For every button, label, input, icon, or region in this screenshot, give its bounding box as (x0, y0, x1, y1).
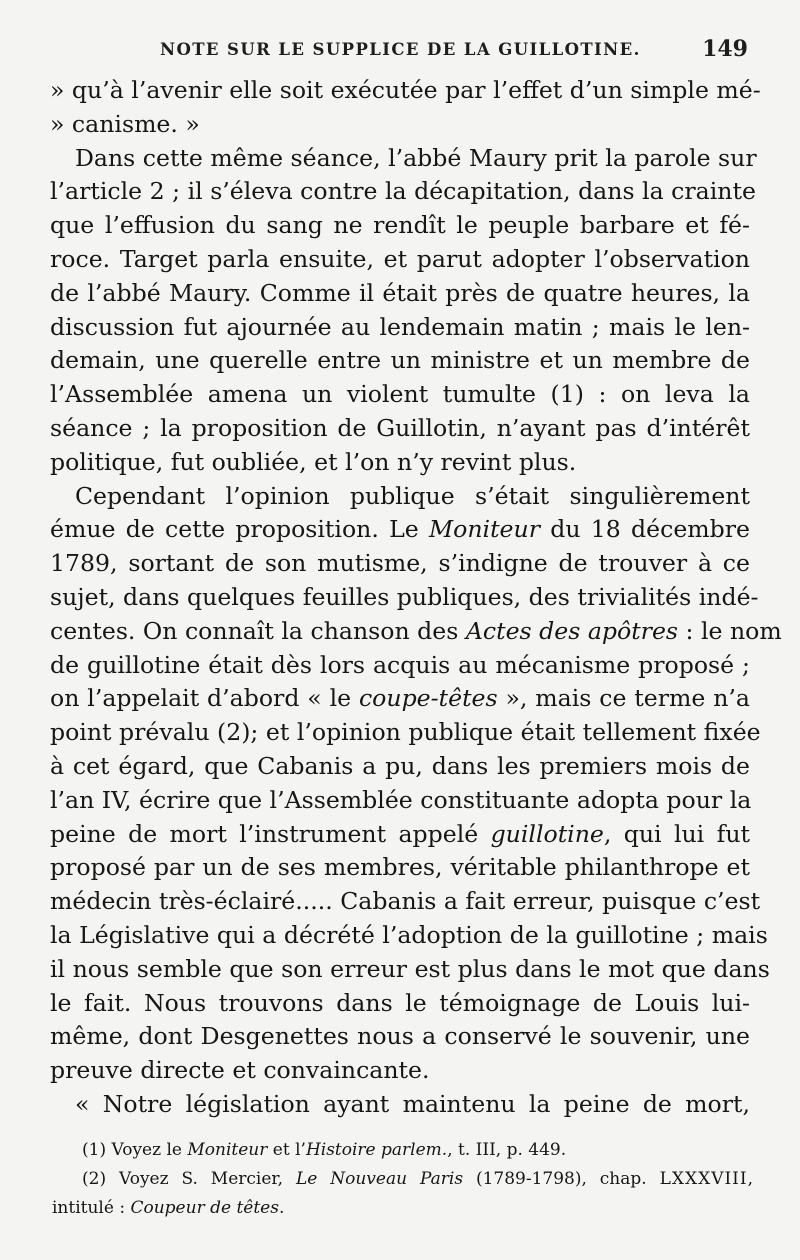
text-line: Dans cette même séance, l’abbé Maury prit la parole sur (75, 143, 757, 172)
footnote-title: Le Nouveau Paris (296, 1169, 464, 1189)
text-line: « Notre législation ayant maintenu la peine de mort, (75, 1089, 750, 1118)
text-line: même, dont Desgenettes nous a conservé le souvenir, une (50, 1022, 750, 1051)
italic-term: guillotine (490, 819, 604, 848)
text-line: de guillotine était dès lors acquis au mécanisme proposé ; (50, 650, 750, 679)
text-line: l’article 2 ; il s’éleva contre la décapitation, dans la crainte (50, 177, 756, 206)
footnote-1 (52, 1136, 754, 1165)
footnote-2 (52, 1165, 754, 1194)
body-text (50, 74, 782, 1122)
text-line: Cependant l’opinion publique s’était singulièrement (75, 481, 750, 510)
text-line: peine de mort l’instrument appelé guillotine, qui lui fut (50, 819, 750, 848)
text-line: que l’effusion du sang ne rendît le peuple barbare et fé- (50, 211, 750, 240)
text-line: le fait. Nous trouvons dans le témoignage de Louis lui- (50, 988, 750, 1017)
text-line: roce. Target parla ensuite, et parut adopter l’observation (50, 244, 750, 273)
footnote-marker: (1) (82, 1140, 107, 1160)
footnote-text: intitulé : (52, 1198, 126, 1218)
footnote-text: (1789-1798), chap. (475, 1169, 647, 1189)
text-line: politique, fut oubliée, et l’on n’y revint plus. (50, 447, 577, 476)
footnote-title: Histoire parlem. (305, 1140, 448, 1160)
text-line: centes. On connaît la chanson des Actes des apôtres : le nom (50, 616, 782, 645)
text-line: » canisme. » (50, 109, 200, 138)
italic-term: Actes des apôtres (465, 616, 679, 645)
running-title: NOTE SUR LE SUPPLICE DE LA GUILLOTINE. (160, 40, 641, 59)
footnote-title: Coupeur de têtes (130, 1198, 279, 1218)
text-line: point prévalu (2); et l’opinion publique était tellement fixée (50, 718, 761, 747)
text-line: 1789, sortant de son mutisme, s’indigne de trouver à ce (50, 549, 750, 578)
text-line: demain, une querelle entre un ministre et un membre de (50, 346, 750, 375)
footnote-2-continued (52, 1194, 754, 1223)
text-line: sujet, dans quelques feuilles publiques, des trivialités indé- (50, 582, 759, 611)
text-line: discussion fut ajournée au lendemain matin ; mais le len- (50, 312, 750, 341)
footnotes (52, 1136, 754, 1223)
text-line: à cet égard, que Cabanis a pu, dans les premiers mois de (50, 751, 750, 780)
text-line: médecin très-éclairé..... Cabanis a fait erreur, puisque c’est (50, 887, 761, 916)
italic-term: Moniteur (428, 515, 540, 544)
italic-term: coupe-têtes (358, 684, 498, 713)
text-line: émue de cette proposition. Le Moniteur du 18 décembre (50, 515, 751, 544)
footnote-marker: (2) (82, 1169, 107, 1189)
text-line: l’Assemblée amena un violent tumulte (1) : on leva la (50, 380, 750, 409)
footnote-text: . (278, 1198, 285, 1218)
text-line: séance ; la proposition de Guillotin, n’ayant pas d’intérêt (50, 413, 750, 442)
footnote-text: Voyez S. Mercier, (119, 1169, 284, 1189)
page-number: 149 (702, 36, 748, 62)
text-line: proposé par un de ses membres, véritable philanthrope et (50, 853, 750, 882)
text-line: il nous semble que son erreur est plus dans le mot que dans (50, 954, 770, 983)
text-line: de l’abbé Maury. Comme il était près de quatre heures, la (50, 278, 750, 307)
footnote-title: Moniteur (187, 1140, 268, 1160)
footnote-chapter: LXXXVIII, (659, 1169, 755, 1189)
footnote-text: , t. III, p. 449. (447, 1140, 567, 1160)
text-line: preuve directe et convaincante. (50, 1056, 430, 1085)
page-header (150, 36, 748, 66)
footnote-text: Voyez le (111, 1140, 182, 1160)
text-line: la Législative qui a décrété l’adoption de la guillotine ; mais (50, 920, 768, 949)
text-line: l’an IV, écrire que l’Assemblée constituante adopta pour la (50, 785, 752, 814)
footnote-text: et l’ (272, 1140, 306, 1160)
text-line: » qu’à l’avenir elle soit exécutée par l’effet d’un simple mé- (50, 76, 761, 104)
text-line: on l’appelait d’abord « le coupe-têtes », mais ce terme n’a (50, 684, 750, 713)
